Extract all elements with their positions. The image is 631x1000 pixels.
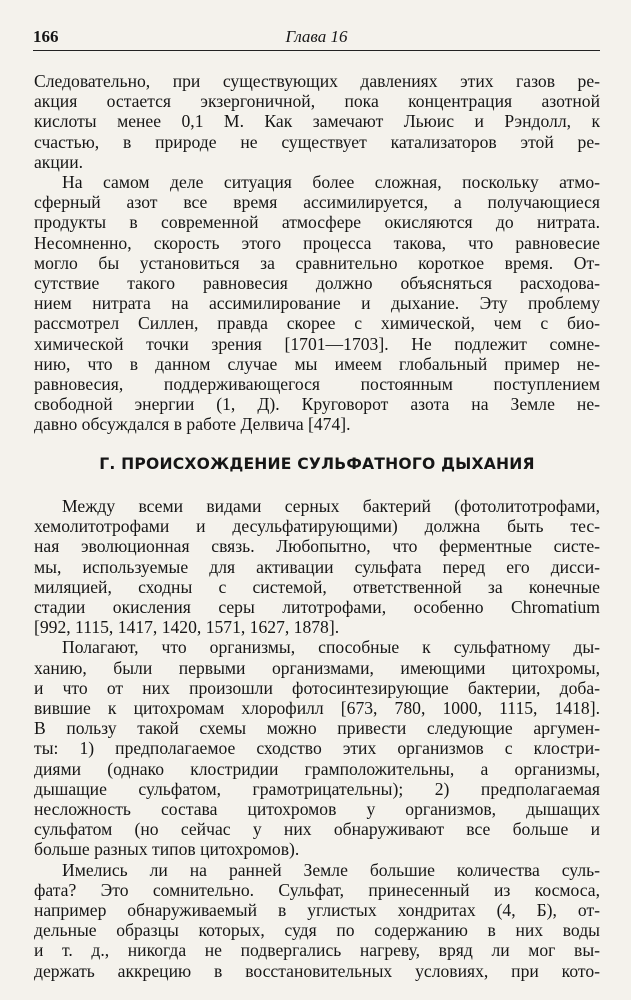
text-line: акции. [34, 151, 84, 172]
text-line: свободной энергии (1, Д). Круговорот азота на Земле не- [34, 394, 600, 415]
text-line: нием нитрата на ассимилирование и дыхание. Эту проблему [34, 293, 600, 314]
text-line: миляцией, сходны с системой, ответственной за конечные [34, 576, 600, 597]
text-line: рассмотрел Силлен, правда скорее с химической, чем с био- [34, 313, 600, 334]
text-line: сульфатом (но сейчас у них обнаруживают все больше и [34, 819, 600, 840]
text-line: Следовательно, при существующих давлениях этих газов ре- [34, 71, 600, 91]
text-line: и т. д., никогда не подвергались нагреву, вряд ли мог вы- [34, 940, 600, 961]
text-line: В пользу такой схемы можно привести следующие аргумен- [34, 718, 600, 739]
text-line: кислоты менее 0,1 М. Как замечают Льюис и Рэндолл, к [34, 111, 600, 132]
section-heading: Г. ПРОИСХОЖДЕНИЕ СУЛЬФАТНОГО ДЫХАНИЯ [99, 455, 535, 473]
text-line: фата? Это сомнительно. Сульфат, принесенный из космоса, [34, 879, 600, 900]
text-line: [992, 1115, 1417, 1420, 1571, 1627, 1878]. [34, 617, 340, 638]
page-number: 166 [33, 27, 59, 46]
text-line: стадии окисления серы литотрофами, особенно Chromatium [34, 597, 600, 618]
text-line: Несомненно, скорость этого процесса такова, что равновесие [34, 232, 600, 253]
text-line: давно обсуждался в работе Делвича [474]. [34, 414, 351, 435]
text-line: ты: 1) предполагаемое сходство этих организмов с клостри- [34, 738, 600, 759]
text-line: акция остается экзергоничной, пока концентрация азотной [34, 91, 600, 112]
text-line: несложность состава цитохромов у организмов, дышащих [34, 799, 600, 820]
text-line: дельные образцы которых, судя по содержанию в них воды [34, 920, 600, 941]
text-line: сутствие такого равновесия должно объясняться расходова- [34, 273, 600, 294]
text-line: например обнаруживаемый в углистых хондритах (4, Б), от- [34, 900, 600, 921]
text-line: вившие к цитохромам хлорофилл [673, 780, 1000, 1115, 1418]. [34, 698, 600, 719]
text-line: дышащие сульфатом, грамотрицательны); 2) предполагаемая [34, 778, 600, 799]
text-line: На самом деле ситуация более сложная, поскольку атмо- [62, 172, 600, 193]
text-line: счастью, в природе не существует катализаторов этой ре- [34, 131, 600, 152]
text-line: химической точки зрения [1701—1703]. Не подлежит сомне- [34, 333, 600, 354]
text-line: Имелись ли на ранней Земле большие количества суль- [62, 859, 600, 880]
text-line: равновесия, поддерживающегося постоянным поступлением [34, 374, 600, 395]
text-line: Полагают, что организмы, способные к сульфатному ды- [62, 637, 600, 658]
text-line: продукты в современной атмосфере окисляются до нитрата. [34, 212, 600, 233]
text-line: диями (однако клостридии грамположительны, а организмы, [34, 758, 600, 779]
text-line: ханию, были первыми организмами, имеющими цитохромы, [34, 657, 600, 678]
text-line: и что от них произошли фотосинтезирующие бактерии, доба- [34, 677, 600, 698]
text-line: больше разных типов цитохромов). [34, 839, 300, 860]
text-line: хемолитотрофами и десульфатирующими) должна быть тес- [34, 516, 600, 537]
text-block-nitrogen [34, 71, 600, 435]
text-line: держать аккрецию в восстановительных условиях, при кото- [34, 960, 600, 981]
text-block-sulfate [34, 496, 600, 981]
text-line: нию, что в данном случае мы имеем глобальный пример не- [34, 353, 600, 374]
text-line: ная эволюционная связь. Любопытно, что ферментные систе- [34, 536, 600, 557]
page-header [33, 24, 600, 51]
text-line: могло бы установиться за сравнительно короткое время. От- [34, 252, 600, 273]
text-line: сферный азот все время ассимилируется, а получающиеся [34, 192, 600, 213]
chapter-title: Глава 16 [285, 27, 348, 46]
text-line: Между всеми видами серных бактерий (фотолитотрофами, [62, 496, 600, 516]
text-line: мы, используемые для активации сульфата перед его дисси- [34, 556, 600, 577]
